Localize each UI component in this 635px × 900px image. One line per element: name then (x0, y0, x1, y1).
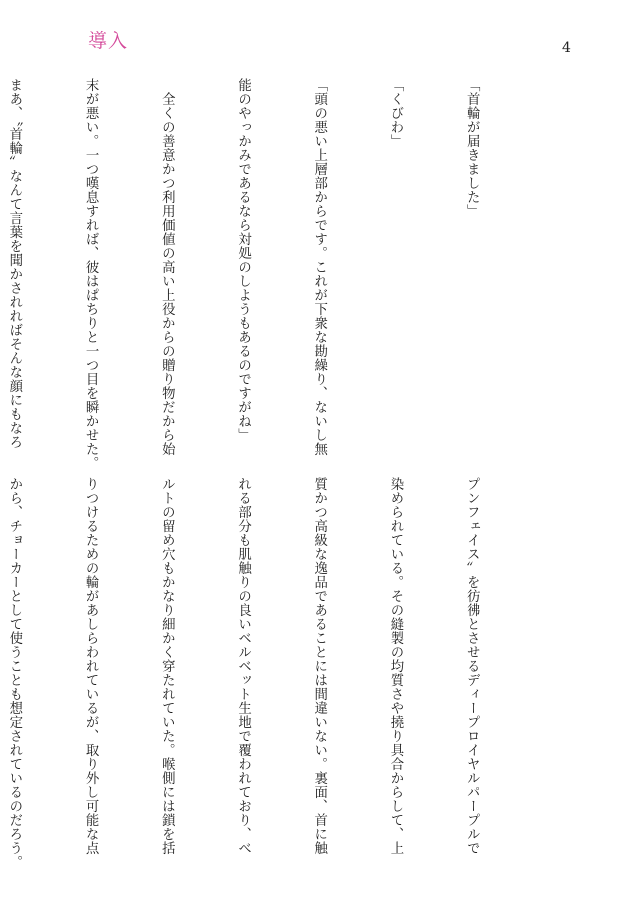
text-line: 「頭の悪い上層部からです。これが下衆な勘繰り、ないし無 (311, 78, 327, 456)
text-line: 末が悪い。一つ嘆息すれば、彼はぱちりと一つ目を瞬かせた。 (83, 78, 99, 470)
text-line: ルトの留め穴もかなり細かく穿たれていた。喉側には鎖を括 (159, 477, 175, 855)
text-line: 質かつ高級な逸品であることには間違いない。裏面、首に触 (311, 477, 327, 855)
text-line: まあ、〝首輪〟なんて言葉を聞かされればそんな顔にもなろ (6, 78, 22, 450)
text-block-bottom (6, 477, 535, 869)
text-line: から、チョーカーとして使うことも想定されているのだろう。 (6, 477, 22, 869)
text-line: 「首輪が届きました」 (464, 78, 480, 218)
text-line: 染められている。その縫製の均質さや撓り具合からして、上 (387, 477, 403, 855)
text-line: プンフェイス〟を彷彿とさせるディープロイヤルパープルで (464, 477, 480, 855)
text-line: 「くびわ」 (387, 78, 403, 148)
text-line: 全くの善意かつ利用価値の高い上役からの贈り物だから始 (159, 78, 175, 456)
page-number: 4 (562, 40, 571, 56)
text-line: れる部分も肌触りの良いベルベット生地で覆われており、べ (235, 477, 251, 855)
text-line: りつけるための輪があしらわれているが、取り外し可能な点 (83, 477, 99, 855)
text-line: 能のやっかみであるなら対処のしようもあるのですがね」 (235, 78, 251, 442)
chapter-title: 導入 (88, 30, 129, 52)
text-block-top (6, 78, 535, 470)
